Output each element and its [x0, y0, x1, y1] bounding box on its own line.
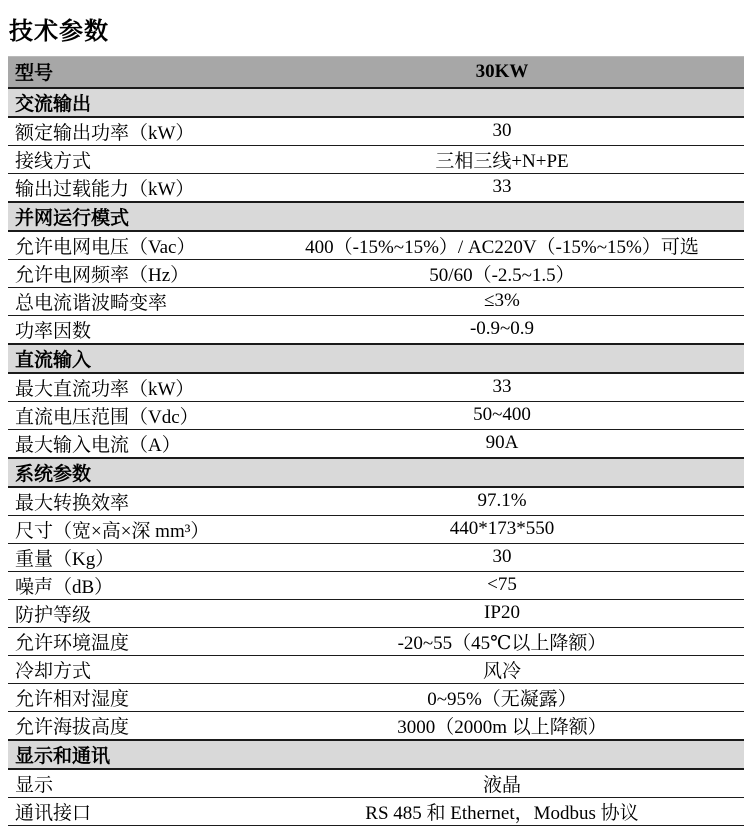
spec-label: 最大转换效率: [8, 487, 260, 516]
spec-label: 显示: [8, 769, 260, 798]
spec-label: 冷却方式: [8, 655, 260, 683]
model-label: 型号: [8, 57, 260, 88]
section-header-row: [8, 202, 744, 231]
spec-value: 30: [260, 543, 744, 571]
spec-label: 允许电网频率（Hz）: [8, 259, 260, 287]
table-row: [8, 655, 744, 683]
spec-label: 总电流谐波畸变率: [8, 287, 260, 315]
table-row: [8, 515, 744, 543]
spec-label: 重量（Kg）: [8, 543, 260, 571]
spec-label: 直流电压范围（Vdc）: [8, 401, 260, 429]
spec-value: 400（-15%~15%）/ AC220V（-15%~15%）可选: [260, 231, 744, 260]
spec-label: 允许环境温度: [8, 627, 260, 655]
spec-value: -0.9~0.9: [260, 315, 744, 344]
table-row: [8, 117, 744, 146]
section-header-row: [8, 88, 744, 117]
table-row: [8, 487, 744, 516]
spec-label: 最大直流功率（kW）: [8, 373, 260, 402]
spec-label: 尺寸（宽×高×深 mm³）: [8, 515, 260, 543]
section-title: 系统参数: [8, 458, 744, 487]
spec-value: 三相三线+N+PE: [260, 145, 744, 173]
spec-table-body: [8, 88, 744, 826]
table-row: [8, 683, 744, 711]
spec-label: 输出过载能力（kW）: [8, 173, 260, 202]
spec-value: -20~55（45℃以上降额）: [260, 627, 744, 655]
spec-value: 90A: [260, 429, 744, 458]
spec-value: ≤3%: [260, 287, 744, 315]
model-header-row: [8, 57, 744, 88]
spec-label: 允许海拔高度: [8, 711, 260, 740]
table-row: [8, 315, 744, 344]
spec-label: 最大输入电流（A）: [8, 429, 260, 458]
spec-label: 接线方式: [8, 145, 260, 173]
spec-value: RS 485 和 Ethernet，Modbus 协议: [260, 797, 744, 825]
spec-sheet: [0, 11, 750, 826]
table-row: [8, 145, 744, 173]
table-row: [8, 543, 744, 571]
section-header-row: [8, 344, 744, 373]
spec-label: 额定输出功率（kW）: [8, 117, 260, 146]
table-row: [8, 711, 744, 740]
spec-label: 防护等级: [8, 599, 260, 627]
table-row: [8, 571, 744, 599]
spec-value: 50/60（-2.5~1.5）: [260, 259, 744, 287]
table-row: [8, 769, 744, 798]
table-row: [8, 231, 744, 260]
section-title: 交流输出: [8, 88, 744, 117]
section-header-row: [8, 458, 744, 487]
spec-label: 允许电网电压（Vac）: [8, 231, 260, 260]
spec-label: 通讯接口: [8, 797, 260, 825]
section-title: 直流输入: [8, 344, 744, 373]
section-title: 并网运行模式: [8, 202, 744, 231]
section-title: 显示和通讯: [8, 740, 744, 769]
spec-table: [8, 56, 744, 826]
section-header-row: [8, 740, 744, 769]
spec-value: <75: [260, 571, 744, 599]
table-row: [8, 401, 744, 429]
spec-value: 30: [260, 117, 744, 146]
spec-value: 50~400: [260, 401, 744, 429]
spec-value: 97.1%: [260, 487, 744, 516]
spec-label: 允许相对湿度: [8, 683, 260, 711]
table-row: [8, 599, 744, 627]
spec-value: 0~95%（无凝露）: [260, 683, 744, 711]
spec-value: 3000（2000m 以上降额）: [260, 711, 744, 740]
spec-value: IP20: [260, 599, 744, 627]
page-title: 技术参数: [9, 18, 109, 45]
spec-value: 液晶: [260, 769, 744, 798]
spec-value: 440*173*550: [260, 515, 744, 543]
spec-value: 33: [260, 173, 744, 202]
spec-label: 功率因数: [8, 315, 260, 344]
model-value: 30KW: [260, 57, 744, 88]
table-row: [8, 287, 744, 315]
table-row: [8, 797, 744, 825]
table-row: [8, 429, 744, 458]
table-row: [8, 627, 744, 655]
spec-label: 噪声（dB）: [8, 571, 260, 599]
table-row: [8, 173, 744, 202]
spec-value: 33: [260, 373, 744, 402]
table-row: [8, 373, 744, 402]
spec-value: 风冷: [260, 655, 744, 683]
table-row: [8, 259, 744, 287]
